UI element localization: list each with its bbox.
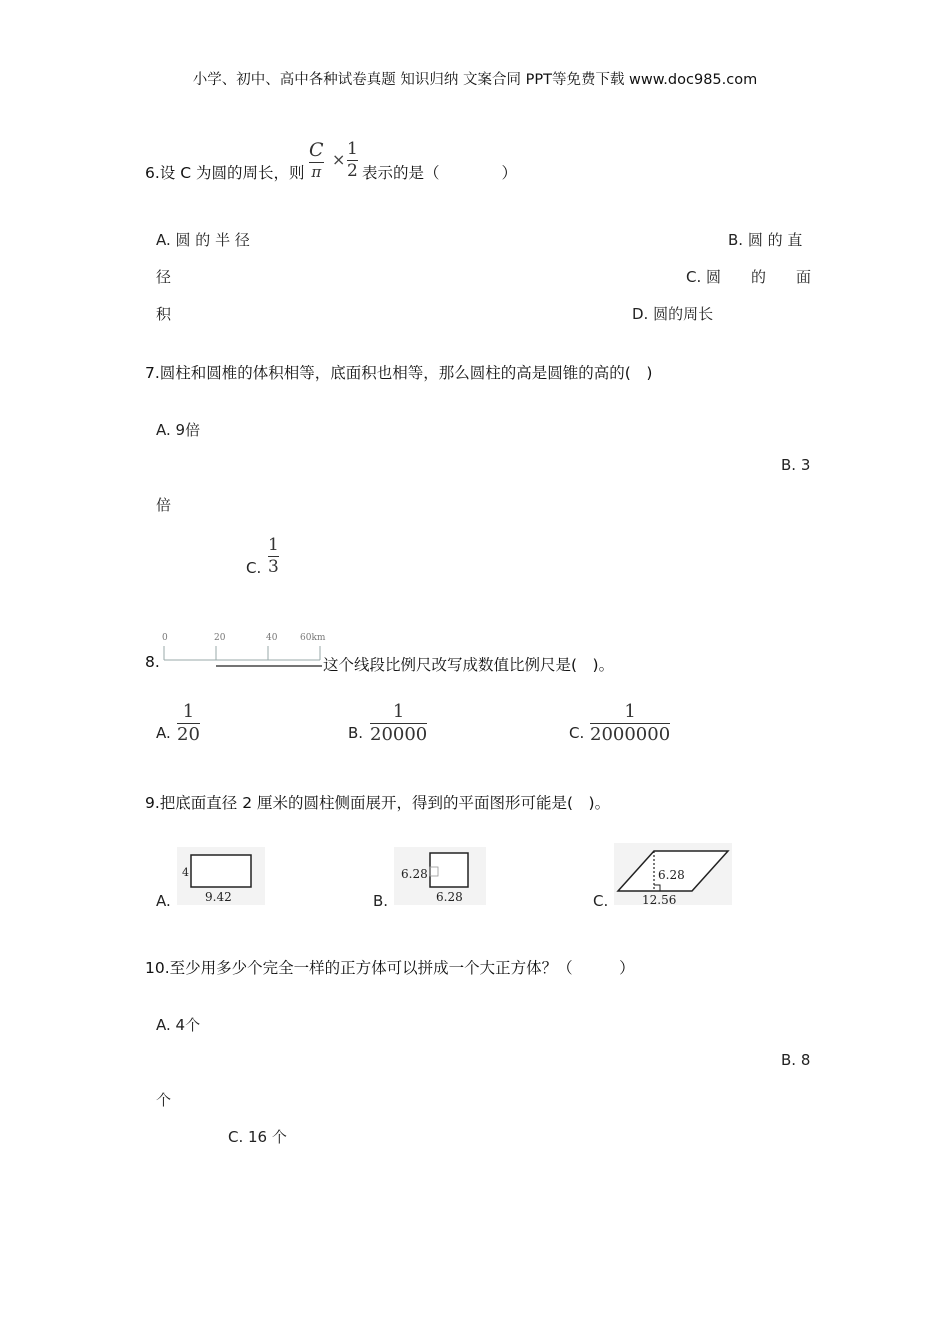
q7-option-c-fraction (268, 537, 279, 576)
q8-c-denominator: 2000000 (590, 724, 671, 745)
q6-option-b[interactable]: B. 圆 的 直 (728, 231, 803, 249)
q8-option-b-label[interactable]: B. (348, 724, 364, 742)
q8-option-c-label[interactable]: C. (569, 724, 585, 742)
rect-side-label: 4 (182, 866, 189, 879)
formula-denominator-2: 2 (347, 161, 358, 181)
question-8-number: 8. (145, 653, 160, 671)
square-base-label: 6.28 (436, 890, 463, 904)
scale-label-40: 40 (266, 633, 278, 643)
scale-label-60km: 60km (300, 633, 326, 643)
rect-base-label: 9.42 (205, 890, 232, 904)
question-6-suffix: 表示的是（ ） (362, 164, 518, 182)
q8-option-a-fraction (177, 703, 200, 744)
scale-label-20: 20 (214, 633, 226, 643)
q9-option-a-figure-rectangle (177, 847, 265, 905)
page-header: 小学、初中、高中各种试卷真题 知识归纳 文案合同 PPT等免费下载 www.doc985.com (192, 72, 758, 88)
q8-option-b-fraction (370, 703, 427, 744)
q9-option-c-figure-parallelogram (614, 843, 732, 905)
q10-option-b-continued: 个 (156, 1091, 172, 1109)
q10-option-b[interactable]: B. 8 (781, 1051, 811, 1069)
question-8-text: 这个线段比例尺改写成数值比例尺是( )。 (323, 656, 615, 674)
square-side-label: 6.28 (401, 867, 428, 881)
q8-a-numerator: 1 (182, 701, 195, 722)
question-9-text: 9.把底面直径 2 厘米的圆柱侧面展开，得到的平面图形可能是( )。 (145, 794, 611, 812)
q9-option-c-label[interactable]: C. (593, 892, 609, 910)
q6-option-d[interactable]: D. 圆的周长 (632, 305, 714, 323)
formula-numerator-1: 1 (347, 139, 358, 159)
q6-option-c[interactable]: C. 圆 的 面 (686, 268, 812, 286)
q8-b-numerator: 1 (392, 701, 405, 722)
q7-option-c-label[interactable]: C. (246, 559, 262, 577)
q8-option-c-fraction (590, 703, 670, 744)
formula-denominator-pi: π (311, 163, 322, 181)
q6-option-a[interactable]: A. 圆 的 半 径 (156, 231, 250, 249)
q8-a-denominator: 20 (177, 724, 200, 745)
q8-b-denominator: 20000 (370, 724, 428, 745)
q9-option-b-figure-square (394, 847, 486, 905)
q8-c-numerator: 1 (624, 701, 636, 722)
parallelogram-height-label: 6.28 (658, 868, 685, 882)
q10-option-a[interactable]: A. 4个 (156, 1016, 201, 1034)
q8-option-a-label[interactable]: A. (156, 724, 171, 742)
q7-option-a[interactable]: A. 9倍 (156, 421, 201, 439)
q7-option-b[interactable]: B. 3 (781, 456, 811, 474)
q7-c-numerator: 1 (268, 535, 279, 555)
question-7-text: 7.圆柱和圆椎的体积相等，底面积也相等，那么圆柱的高是圆锥的高的( ) (145, 364, 653, 382)
q7-option-b-continued: 倍 (156, 496, 172, 514)
q6-option-b-continued: 径 (156, 268, 172, 286)
times-symbol: × (332, 150, 346, 169)
q9-option-b-label[interactable]: B. (373, 892, 389, 910)
q10-option-c[interactable]: C. 16 个 (228, 1128, 287, 1146)
formula-numerator-c: C (309, 139, 324, 161)
scale-label-0: 0 (162, 633, 168, 643)
parallelogram-base-label: 12.56 (642, 893, 677, 905)
question-10-text: 10.至少用多少个完全一样的正方体可以拼成一个大正方体？（ ） (145, 959, 635, 977)
q9-option-a-label[interactable]: A. (156, 892, 171, 910)
scale-bar-figure (160, 628, 330, 672)
q6-option-c-continued: 积 (156, 305, 172, 323)
question-6-prefix: 6.设 C 为圆的周长，则 (145, 164, 305, 182)
q7-c-denominator: 3 (268, 557, 279, 577)
